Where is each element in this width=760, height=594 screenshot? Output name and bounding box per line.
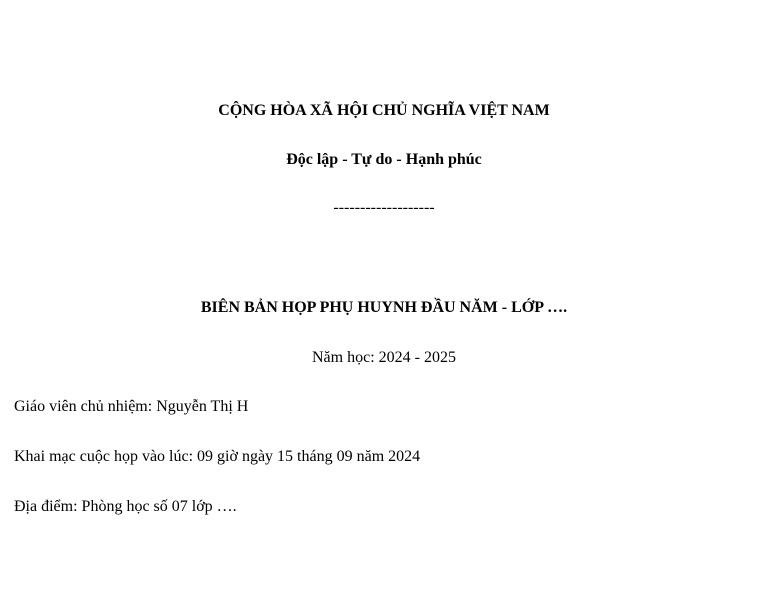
motto-heading: Độc lập - Tự do - Hạnh phúc (286, 151, 482, 168)
document-title: BIÊN BẢN HỌP PHỤ HUYNH ĐẦU NĂM - LỚP …. (200, 299, 568, 316)
nation-heading: CỘNG HÒA XÃ HỘI CHỦ NGHĨA VIỆT NAM (218, 102, 550, 119)
opening-time: Khai mạc cuộc họp vào lúc: 09 giờ ngày 15 tháng 09 năm 2024 (14, 448, 421, 465)
homeroom-teacher: Giáo viên chủ nhiệm: Nguyễn Thị H (14, 398, 249, 415)
school-year: Năm học: 2024 - 2025 (312, 349, 456, 366)
meeting-location: Địa điểm: Phòng học số 07 lớp …. (14, 498, 237, 515)
header-divider: ------------------- (333, 199, 435, 216)
